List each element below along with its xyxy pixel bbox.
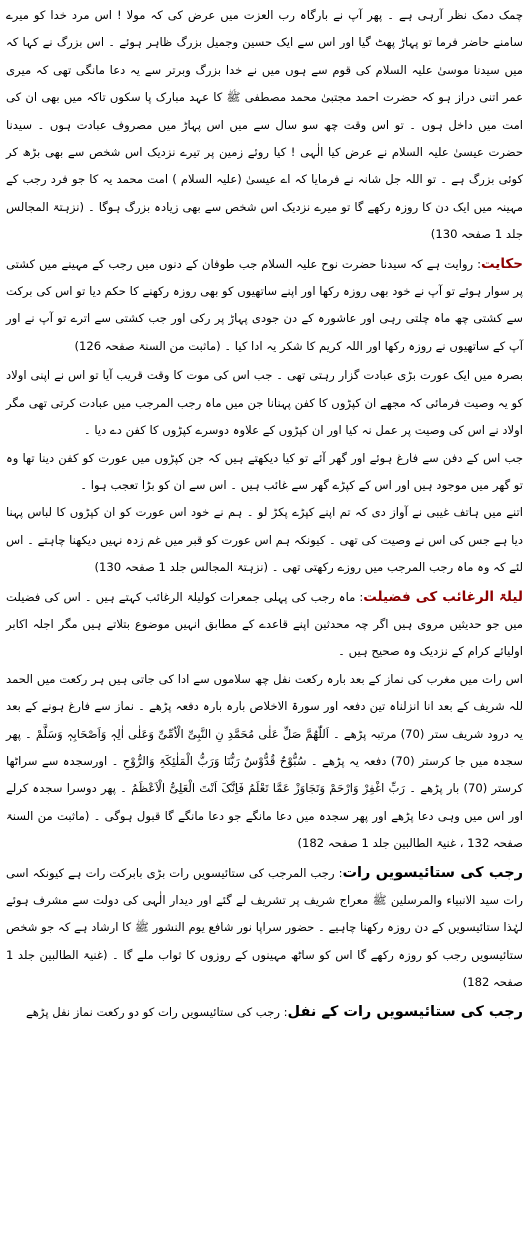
basra-section <box>6 362 523 581</box>
nafl27-section <box>6 999 523 1026</box>
hikayat-text: : روایت ہے کہ سیدنا حضرت نوح علیہ السلام جب طوفان کے دنوں میں رجب کے مہینے میں کشتی پر سوار ہوئے تو آپ نے خود بھی روزہ رکھا اور اپنے ساتھیوں کو بھی روزہ رکھنے کا حکم دیا تو اس کی برکت سے کشتی چھ ماہ چلتی رہی اور عاشورہ کے دن جودی پہاڑ پر رکی اور جب کشتی سے اترے تو آپ نے اور آپ کے ساتھیوں نے روزہ رکھا اور اللہ کریم کا شکر یہ ادا کیا ۔ (ماثبت من السنۃ صفحہ 126) <box>6 256 523 353</box>
rajab27-section <box>6 860 523 997</box>
nafl27-text: : رجب کی ستائیسویں رات کو دو رکعت نماز نفل پڑھے <box>26 1004 288 1019</box>
basra-paragraph-2: جب اس کے دفن سے فارغ ہوئے اور گھر آئے تو کیا دیکھتے ہیں کہ جن کپڑوں میں عورت کو کفن دینا تھا وہ تو گھر میں موجود ہیں اور اس کے کپڑے گھر سے غائب ہیں ۔ اس سے ان کو بڑا تعجب ہوا ۔ <box>6 450 523 492</box>
basra-paragraph-3: اتنے میں ہاتف غیبی نے آواز دی کہ تم اپنے کپڑے پکڑ لو ۔ ہم نے خود اس عورت کو ان کپڑوں کا لباس پہنا دیا ہے جس کی اس نے وصیت کی تھی ۔ کیونکہ ہم اس عورت کو قبر میں غم زدہ نہیں دیکھنا چاہتے ۔ اس لئے کہ وہ ماہ رجب المرجب میں روزے رکھتی تھی ۔ (نزہتۃ المجالس جلد 1 صفحہ 130) <box>6 505 523 575</box>
nafl27-heading: رجب کی ستائیسویں رات کے نفل <box>287 1003 523 1020</box>
hikayat-paragraph <box>6 251 523 361</box>
basra-paragraph-1: بصرہ میں ایک عورت بڑی عبادت گزار رہتی تھی ۔ جب اس کی موت کا وقت قریب آیا تو اس نے اپنی اولاد کو یہ وصیت فرمائی کہ مجھے ان کپڑوں کا کفن پہنانا جن میں ماہ رجب المرجب میں عبادت کرتی تھی مگر اولاد نے اس کی وصیت پر عمل نہ کیا اور ان کپڑوں کے علاوہ دوسرے کپڑوں کا کفن دے دیا ۔ <box>6 368 523 438</box>
hikayat-section <box>6 251 523 361</box>
rajab27-text: : رجب المرجب کی ستائیسویں رات بڑی بابرکت رات ہے کیونکہ اسی رات سید الانبیاء والمرسلین ﷺ معراج شریف پر تشریف لے گئے اور دیدار الٰہی کی دولت سے مشرف ہوئے لہٰذا ستائیسویں کے دن روزہ رکھنا چاہیے ۔ حضور سراپا نور شافع یوم النشور ﷺ کا ارشاد ہے کہ جو شخص ستائیسویں رجب کو روزہ رکھے گا اس کو ساٹھ مہینوں کے روزوں کا ثواب ملے گا ۔ (غنیۃ الطالبین جلد 1 صفحہ 182) <box>6 865 523 990</box>
intro-section <box>6 2 523 249</box>
lailat-heading: لیلۃ الرغائب کی فضیلت <box>363 588 523 605</box>
rajab27-heading: رجب کی ستائیسویں رات <box>342 864 524 881</box>
lailat-paragraph-1 <box>6 584 523 666</box>
lailat-paragraph-2: اس رات میں مغرب کی نماز کے بعد بارہ رکعت نفل چھ سلاموں سے ادا کی جاتی ہیں ہر رکعت میں الحمد للہ شریف کے بعد انا انزلناہ تین دفعہ اور سورۃ الاخلاص بارہ بارہ دفعہ پڑھے ۔ نماز سے فارغ ہونے کے بعد یہ درود شریف ستر (70) مرتبہ پڑھے ۔ اَللّٰھُمَّ صَلِّ عَلٰی مُحَمَّدِ نِ النَّبِیِّ الْاُمِّیِّ وَعَلٰی اٰلِہٖ وَاَصْحَابِہٖ وَسَلَّمْ ۔ پھر سجدہ میں جا کرستر (70) دفعہ یہ پڑھے ۔ سُبُّوْحٌ قُدُّوْسٌ رَبُّنَا وَرَبُّ الْمَلٰئِکَۃِ وَالرُّوْحِ ۔ اورسجدہ سے سراٹھا کرستر (70) بار پڑھے ۔ رَبِّ اغْفِرْ وَارْحَمْ وَتَجَاوَزْ عَمَّا تَعْلَمُ فَاِنَّکَ اَنْتَ الْعَلِیُّ الْاَعْظَمُ ۔ پھر دوسرا سجدہ کرلے اور اس میں وہی دعا پڑھے اور پھر سجدہ میں دعا مانگے جو دعا مانگے گا قبول ہوگی ۔ (ماثبت من السنۃ صفحہ 132 ، غنیۃ الطالبین جلد 1 صفحہ 182) <box>6 671 524 851</box>
rajab27-paragraph <box>6 860 523 997</box>
nafl27-paragraph <box>6 999 523 1026</box>
intro-paragraph: چمک دمک نظر آرہی ہے ۔ پھر آپ نے بارگاہ رب العزت میں عرض کی کہ مولا ! اس مرد خدا کو میرے سامنے حاضر فرما تو پہاڑ پھٹ گیا اور اس سے ایک حسین وجمیل بزرگ ظاہر ہوئے ۔ اس بزرگ نے کہا کہ میں سیدنا موسیٰ علیہ السلام کی قوم سے ہوں میں نے خدا بزرگ وبرتر سے یہ دعا مانگی تھی کہ میری عمر اتنی دراز ہو کہ حضرت احمد مجتبیٰ محمد مصطفی ﷺ کا عہد مبارک پا سکوں تاکہ میں بھی ان کی امت میں داخل ہوں ۔ تو اس وقت چھ سو سال سے میں اس پہاڑ میں مصروف عبادت ہوں ۔ سیدنا حضرت عیسیٰ علیہ السلام نے عرض کیا الٰہی ! کیا روئے زمین پر تیرے نزدیک اس شخص سے بھی بڑھ کر کوئی بزرگ ہے ۔ تو اللہ جل شانہ نے فرمایا کہ اے عیسیٰ (علیہ السلام ) امت محمد یہ کا جو فرد رجب کے مہینہ میں ایک دن کا روزہ رکھے گا تو میرے نزدیک اس شخص سے بھی زیادہ بزرگ ہوگا ۔ (نزہتۃ المجالس جلد 1 صفحہ 130) <box>6 8 523 242</box>
lailat-section <box>6 584 523 858</box>
hikayat-heading: حکایت <box>480 255 523 272</box>
lailat-text: : ماہ رجب کی پہلی جمعرات کولیلۃ الرغائب کہتے ہیں ۔ اس کی فضیلت میں جو حدیثیں مروی ہیں اگر چہ محدثین اپنے قاعدے کے مطابق انہیں موضوع بتلاتے ہیں مگر اجلہ اکابر اولیائے کرام کے نزدیک وہ صحیح ہیں ۔ <box>6 589 523 659</box>
